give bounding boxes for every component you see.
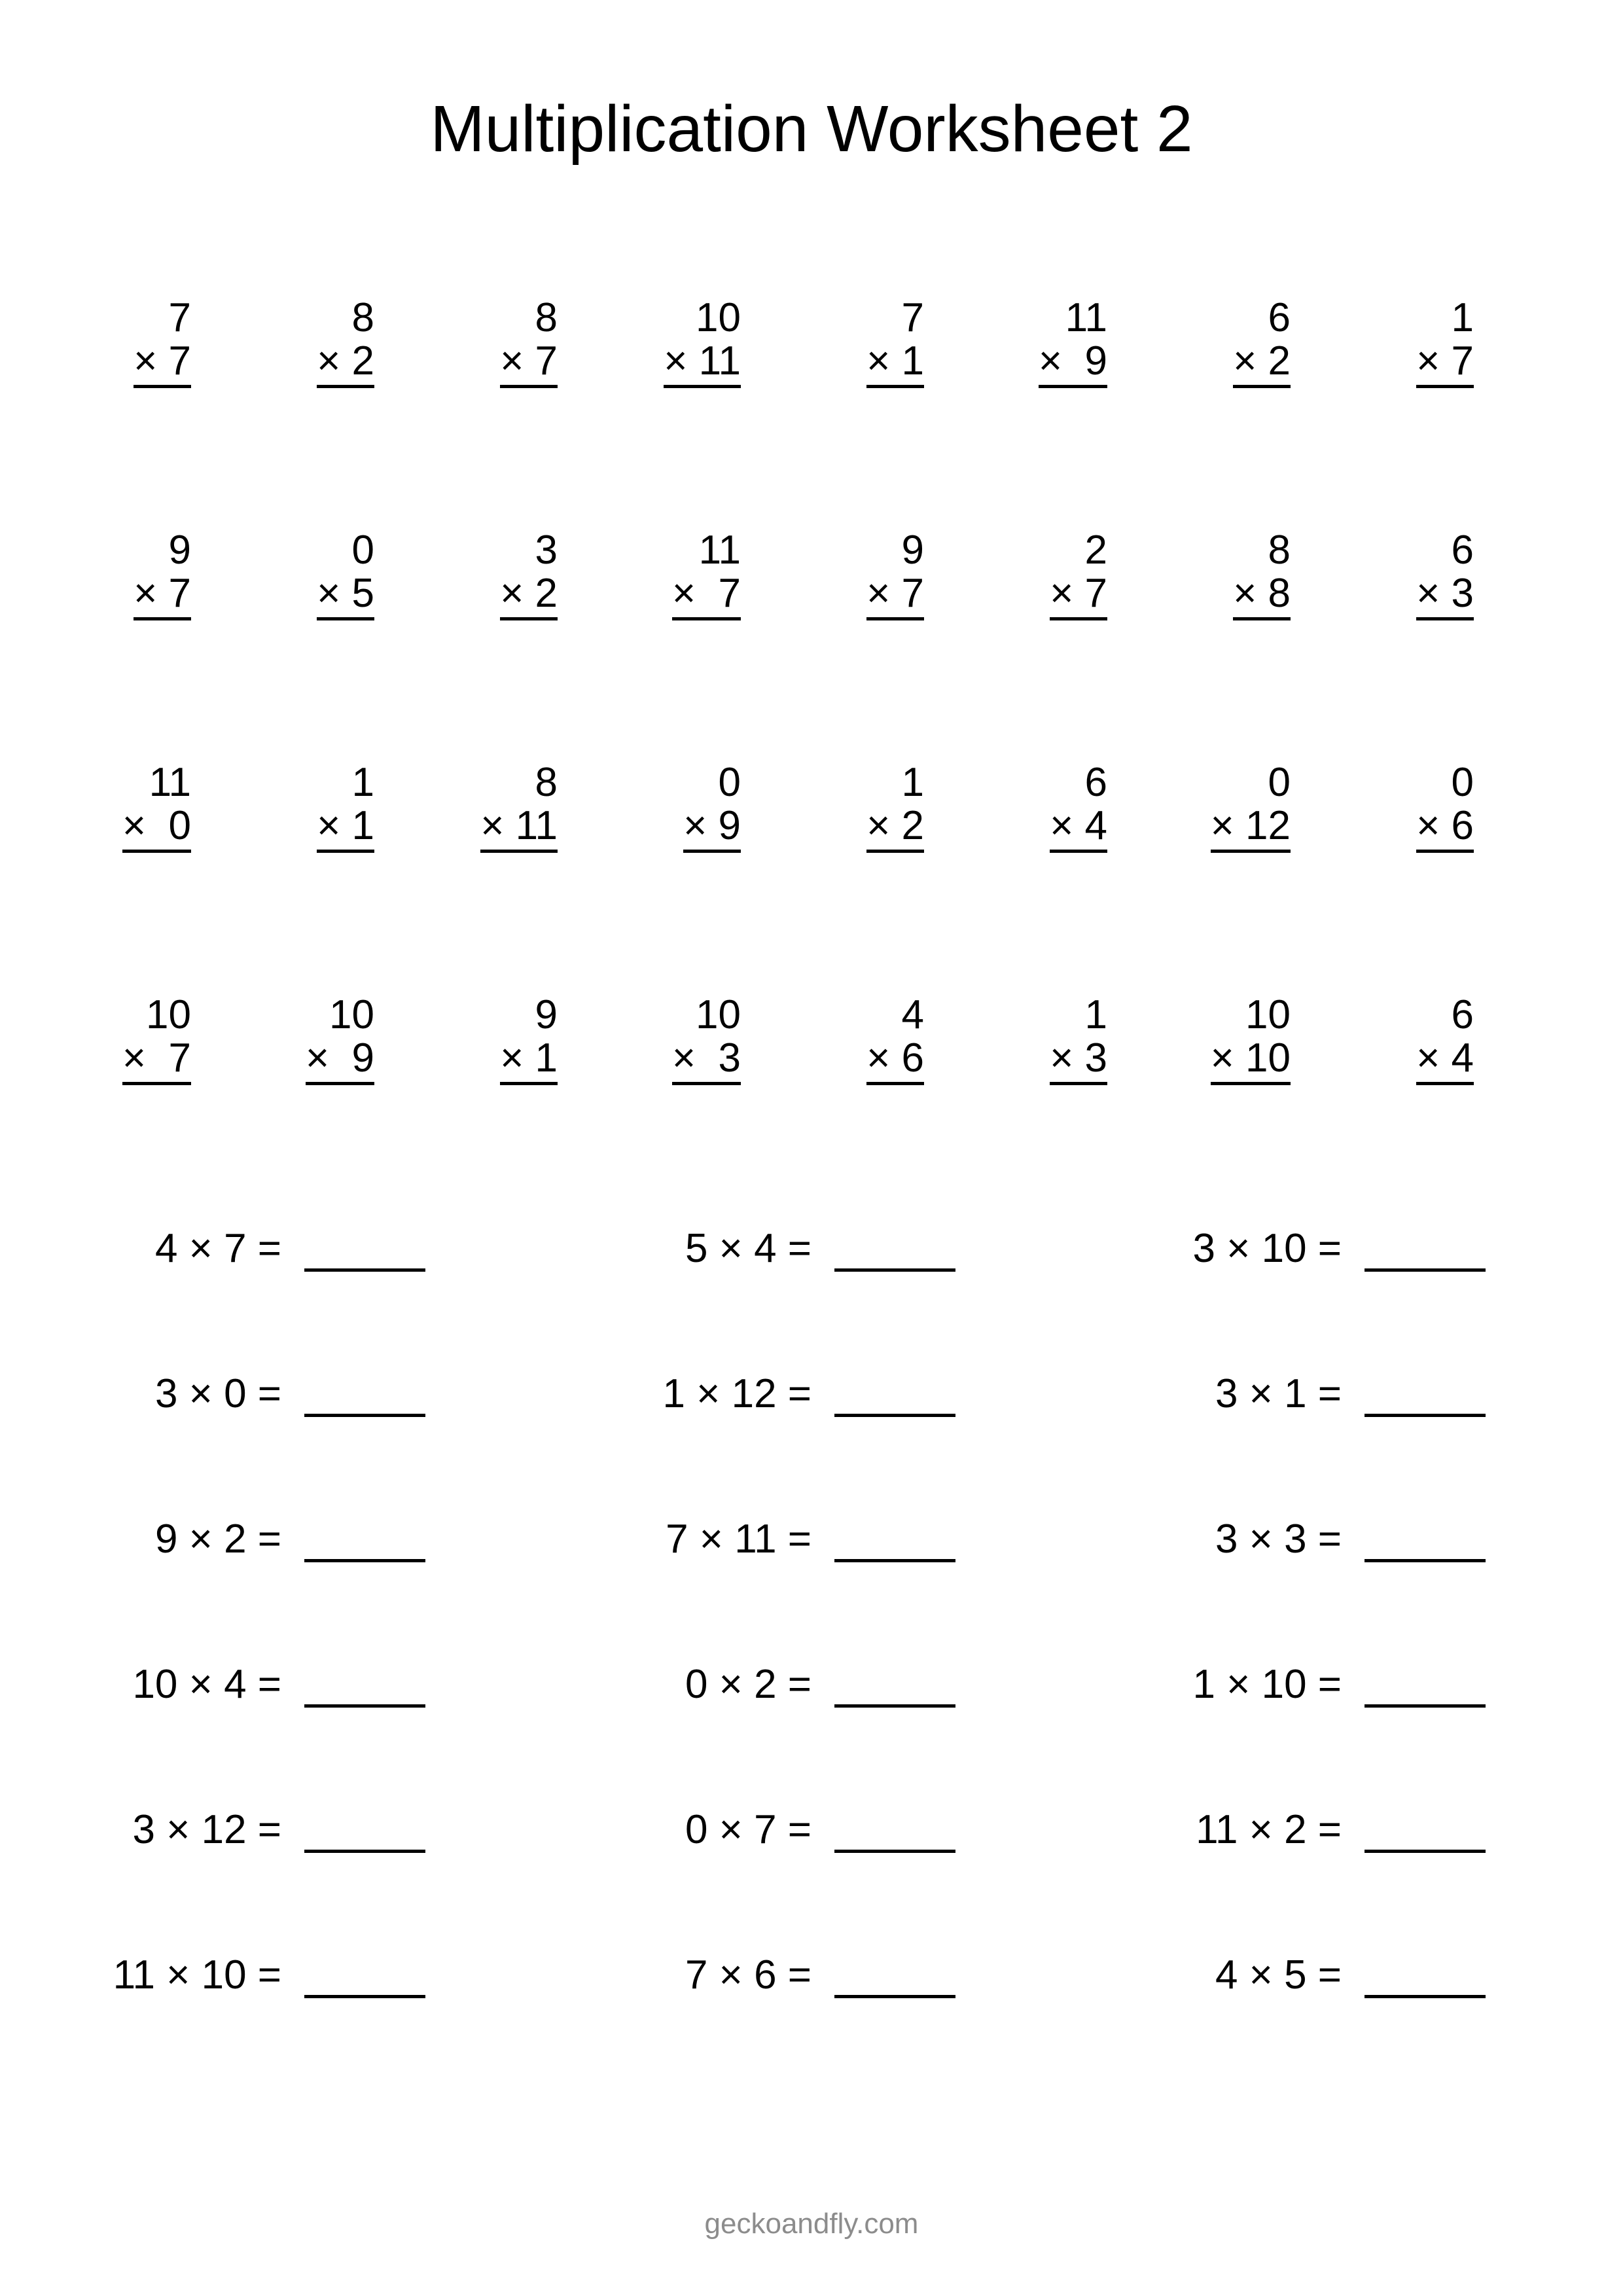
answer-blank[interactable] — [304, 1850, 425, 1853]
multiplicand: 2 — [1084, 528, 1107, 573]
multiplier-line: × 3 — [672, 1035, 741, 1085]
multiplier-line: × 3 — [1416, 570, 1474, 620]
multiplier-line: × 2 — [1233, 338, 1291, 388]
answer-blank[interactable] — [1364, 1268, 1486, 1272]
answer-blank[interactable] — [834, 1850, 955, 1853]
vertical-problem — [1343, 992, 1474, 1090]
equation-text: 3 × 0 = — [154, 1371, 281, 1416]
vertical-problem — [427, 759, 558, 857]
answer-blank[interactable] — [304, 1704, 425, 1708]
multiplicand: 6 — [1268, 295, 1291, 340]
multiplier-line: × 9 — [306, 1035, 374, 1085]
equation-text: 3 × 3 = — [1215, 1516, 1342, 1562]
vertical-problem — [243, 295, 374, 393]
multiplier-line: × 7 — [134, 338, 191, 388]
vertical-problem — [976, 295, 1107, 393]
multiplicand: 11 — [698, 528, 741, 573]
answer-blank[interactable] — [834, 1268, 955, 1272]
equation-text: 11 × 2 = — [1196, 1807, 1342, 1852]
answer-blank[interactable] — [834, 1704, 955, 1708]
multiplicand: 8 — [1268, 528, 1291, 573]
multiplicand: 10 — [146, 992, 191, 1037]
horizontal-problem — [0, 1513, 425, 1572]
vertical-problem — [793, 759, 924, 857]
vertical-problem — [976, 992, 1107, 1090]
horizontal-problem — [497, 1804, 955, 1863]
vertical-problem — [1160, 759, 1291, 857]
equation-text: 1 × 12 = — [662, 1371, 812, 1416]
equation-text: 4 × 7 = — [154, 1226, 281, 1271]
horizontal-problem — [1027, 1659, 1486, 1717]
vertical-problem — [243, 527, 374, 625]
answer-blank[interactable] — [1364, 1995, 1486, 1998]
multiplicand: 10 — [696, 295, 741, 340]
horizontal-problem — [0, 1223, 425, 1282]
multiplier-line: × 7 — [866, 570, 924, 620]
horizontal-problem — [497, 1659, 955, 1717]
vertical-problem — [60, 295, 191, 393]
vertical-problem — [610, 759, 741, 857]
multiplier-line: × 12 — [1211, 802, 1291, 853]
multiplicand: 10 — [329, 992, 374, 1037]
answer-blank[interactable] — [834, 1414, 955, 1417]
multiplicand: 9 — [168, 528, 191, 573]
equation-text: 5 × 4 = — [685, 1226, 812, 1271]
answer-blank[interactable] — [304, 1414, 425, 1417]
multiplicand: 8 — [351, 295, 374, 340]
multiplicand: 6 — [1451, 992, 1474, 1037]
vertical-problem — [1160, 527, 1291, 625]
multiplicand: 8 — [535, 295, 558, 340]
answer-blank[interactable] — [1364, 1414, 1486, 1417]
multiplier-line: × 11 — [664, 338, 741, 388]
multiplier-line: × 4 — [1416, 1035, 1474, 1085]
multiplicand: 10 — [696, 992, 741, 1037]
multiplier-line: × 2 — [500, 570, 558, 620]
vertical-problem — [1343, 527, 1474, 625]
vertical-problem — [1343, 759, 1474, 857]
vertical-problem — [1343, 295, 1474, 393]
multiplicand: 0 — [718, 760, 741, 805]
multiplier-line: × 8 — [1233, 570, 1291, 620]
multiplicand: 4 — [901, 992, 924, 1037]
vertical-problem — [60, 527, 191, 625]
answer-blank[interactable] — [834, 1559, 955, 1562]
answer-blank[interactable] — [1364, 1704, 1486, 1708]
vertical-problem — [610, 295, 741, 393]
multiplier-line: × 7 — [672, 570, 741, 620]
multiplicand: 0 — [1268, 760, 1291, 805]
vertical-problem — [1160, 295, 1291, 393]
answer-blank[interactable] — [304, 1268, 425, 1272]
multiplier-line: × 7 — [1416, 338, 1474, 388]
equation-text: 7 × 6 = — [685, 1952, 812, 1998]
answer-blank[interactable] — [834, 1995, 955, 1998]
multiplier-line: × 2 — [866, 802, 924, 853]
vertical-problem — [427, 527, 558, 625]
horizontal-problem — [1027, 1804, 1486, 1863]
multiplicand: 0 — [351, 528, 374, 573]
multiplier-line: × 10 — [1211, 1035, 1291, 1085]
vertical-problem — [610, 992, 741, 1090]
horizontal-problem — [1027, 1223, 1486, 1282]
vertical-problem — [243, 992, 374, 1090]
vertical-problem — [793, 992, 924, 1090]
horizontal-problem — [497, 1368, 955, 1427]
footer-credit: geckoandfly.com — [704, 2208, 919, 2240]
multiplier-line: × 6 — [866, 1035, 924, 1085]
multiplicand: 11 — [149, 760, 191, 805]
multiplier-line: × 5 — [317, 570, 374, 620]
equation-text: 4 × 5 = — [1215, 1952, 1342, 1998]
multiplicand: 0 — [1451, 760, 1474, 805]
equation-text: 7 × 11 = — [666, 1516, 812, 1562]
horizontal-problem — [0, 1949, 425, 2008]
worksheet-title: Multiplication Worksheet 2 — [430, 92, 1193, 166]
vertical-problem — [60, 992, 191, 1090]
multiplicand: 1 — [1451, 295, 1474, 340]
multiplier-line: × 7 — [122, 1035, 191, 1085]
equation-text: 3 × 12 = — [132, 1807, 281, 1852]
horizontal-problem — [0, 1368, 425, 1427]
vertical-problem — [243, 759, 374, 857]
multiplicand: 10 — [1245, 992, 1291, 1037]
multiplier-line: × 7 — [134, 570, 191, 620]
equation-text: 1 × 10 = — [1192, 1662, 1342, 1707]
multiplicand: 11 — [1065, 295, 1107, 340]
multiplier-line: × 1 — [317, 802, 374, 853]
answer-blank[interactable] — [304, 1995, 425, 1998]
vertical-problem — [610, 527, 741, 625]
horizontal-problem — [1027, 1368, 1486, 1427]
multiplier-line: × 7 — [1050, 570, 1107, 620]
equation-text: 9 × 2 = — [154, 1516, 281, 1562]
answer-blank[interactable] — [1364, 1850, 1486, 1853]
vertical-problem — [1160, 992, 1291, 1090]
vertical-problem — [793, 527, 924, 625]
horizontal-problem — [497, 1949, 955, 2008]
horizontal-problem — [497, 1513, 955, 1572]
multiplier-line: × 2 — [317, 338, 374, 388]
multiplier-line: × 3 — [1050, 1035, 1107, 1085]
multiplier-line: × 7 — [500, 338, 558, 388]
horizontal-problem — [0, 1659, 425, 1717]
answer-blank[interactable] — [1364, 1559, 1486, 1562]
horizontal-problem — [497, 1223, 955, 1282]
multiplier-line: × 6 — [1416, 802, 1474, 853]
multiplicand: 6 — [1084, 760, 1107, 805]
multiplier-line: × 9 — [1039, 338, 1107, 388]
equation-text: 0 × 2 = — [685, 1662, 812, 1707]
multiplier-line: × 4 — [1050, 802, 1107, 853]
vertical-problem — [427, 992, 558, 1090]
equation-text: 11 × 10 = — [113, 1952, 281, 1998]
multiplier-line: × 1 — [866, 338, 924, 388]
horizontal-problem — [1027, 1949, 1486, 2008]
multiplicand: 9 — [901, 528, 924, 573]
equation-text: 10 × 4 = — [132, 1662, 281, 1707]
multiplicand: 1 — [1084, 992, 1107, 1037]
answer-blank[interactable] — [304, 1559, 425, 1562]
vertical-problem — [60, 759, 191, 857]
multiplier-line: × 9 — [683, 802, 741, 853]
multiplicand: 6 — [1451, 528, 1474, 573]
multiplicand: 8 — [535, 760, 558, 805]
vertical-problem — [793, 295, 924, 393]
equation-text: 0 × 7 = — [685, 1807, 812, 1852]
multiplicand: 7 — [168, 295, 191, 340]
vertical-problem — [976, 527, 1107, 625]
multiplier-line: × 11 — [480, 802, 558, 853]
vertical-problem — [427, 295, 558, 393]
multiplicand: 7 — [901, 295, 924, 340]
multiplicand: 9 — [535, 992, 558, 1037]
horizontal-problem — [1027, 1513, 1486, 1572]
vertical-problem — [976, 759, 1107, 857]
equation-text: 3 × 10 = — [1192, 1226, 1342, 1271]
equation-text: 3 × 1 = — [1215, 1371, 1342, 1416]
multiplicand: 1 — [351, 760, 374, 805]
multiplier-line: × 1 — [500, 1035, 558, 1085]
multiplier-line: × 0 — [122, 802, 191, 853]
horizontal-problem — [0, 1804, 425, 1863]
multiplicand: 1 — [901, 760, 924, 805]
multiplicand: 3 — [535, 528, 558, 573]
